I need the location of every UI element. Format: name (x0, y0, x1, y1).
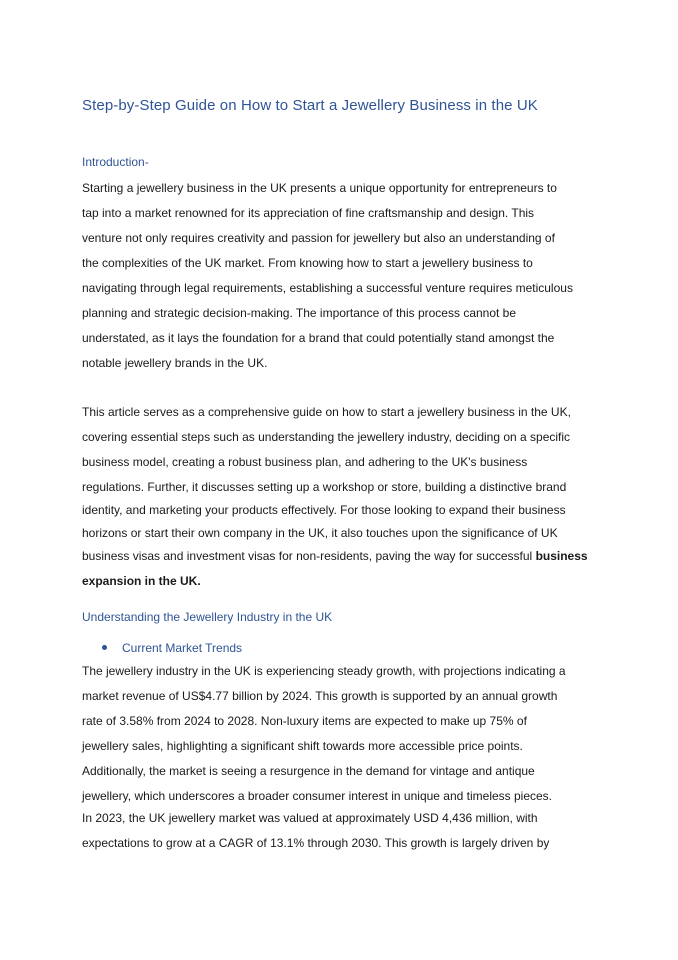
trends-line: market revenue of US$4.77 billion by 2024. This growth is supported by an annual growth (82, 689, 558, 703)
industry-heading: Understanding the Jewellery Industry in the UK (82, 610, 333, 624)
article-paragraph (82, 403, 602, 597)
intro-line: tap into a market renowned for its appreciation of fine craftsmanship and design. This (82, 206, 535, 220)
bullet-label: Current Market Trends (122, 641, 243, 655)
trends-line: jewellery sales, highlighting a significant shift towards more accessible price points. (82, 739, 523, 753)
trends-line: rate of 3.58% from 2024 to 2028. Non-luxury items are expected to make up 75% of (82, 714, 527, 728)
trends-paragraph (82, 662, 602, 859)
trends-line: expectations to grow at a CAGR of 13.1% through 2030. This growth is largely driven by (82, 836, 550, 850)
article-line: regulations. Further, it discusses setting up a workshop or store, building a distinctive brand (82, 480, 567, 494)
article-line: This article serves as a comprehensive guide on how to start a jewellery business in the UK, (82, 405, 571, 419)
trends-line: The jewellery industry in the UK is experiencing steady growth, with projections indicating a (82, 664, 566, 678)
article-line-with-bold (82, 547, 602, 572)
article-line: horizons or start their own company in the UK, it also touches upon the significance of UK (82, 526, 558, 540)
bullet-icon (102, 645, 107, 650)
article-line: business model, creating a robust business plan, and adhering to the UK's business (82, 455, 528, 469)
article-last-line: expansion in the UK. (82, 574, 201, 588)
trends-line: jewellery, which underscores a broader consumer interest in unique and timeless pieces. (82, 789, 553, 803)
intro-line: Starting a jewellery business in the UK presents a unique opportunity for entrepreneurs to (82, 181, 557, 195)
article-line: covering essential steps such as understanding the jewellery industry, deciding on a specific (82, 430, 571, 444)
document-title: Step-by-Step Guide on How to Start a Jewellery Business in the UK (82, 97, 538, 114)
trends-line: Additionally, the market is seeing a resurgence in the demand for vintage and antique (82, 764, 535, 778)
intro-line: the complexities of the UK market. From knowing how to start a jewellery business to (82, 256, 533, 270)
intro-line: notable jewellery brands in the UK. (82, 356, 268, 370)
intro-line: planning and strategic decision-making. The importance of this process cannot be (82, 306, 517, 320)
article-line: business visas and investment visas for non-residents, paving the way for successful (82, 549, 536, 563)
article-line: identity, and marketing your products effectively. For those looking to expand their business (82, 503, 566, 517)
intro-heading: Introduction- (82, 155, 149, 169)
bold-phrase: business (535, 549, 588, 563)
intro-line: venture not only requires creativity and passion for jewellery but also an understanding of (82, 231, 555, 245)
intro-line: understated, as it lays the foundation for a brand that could potentially stand amongst the (82, 331, 555, 345)
intro-line: navigating through legal requirements, establishing a successful venture requires meticulous (82, 281, 573, 295)
intro-paragraph (82, 179, 602, 379)
bullet-item (102, 640, 242, 656)
trends-line: In 2023, the UK jewellery market was valued at approximately USD 4,436 million, with (82, 811, 538, 825)
